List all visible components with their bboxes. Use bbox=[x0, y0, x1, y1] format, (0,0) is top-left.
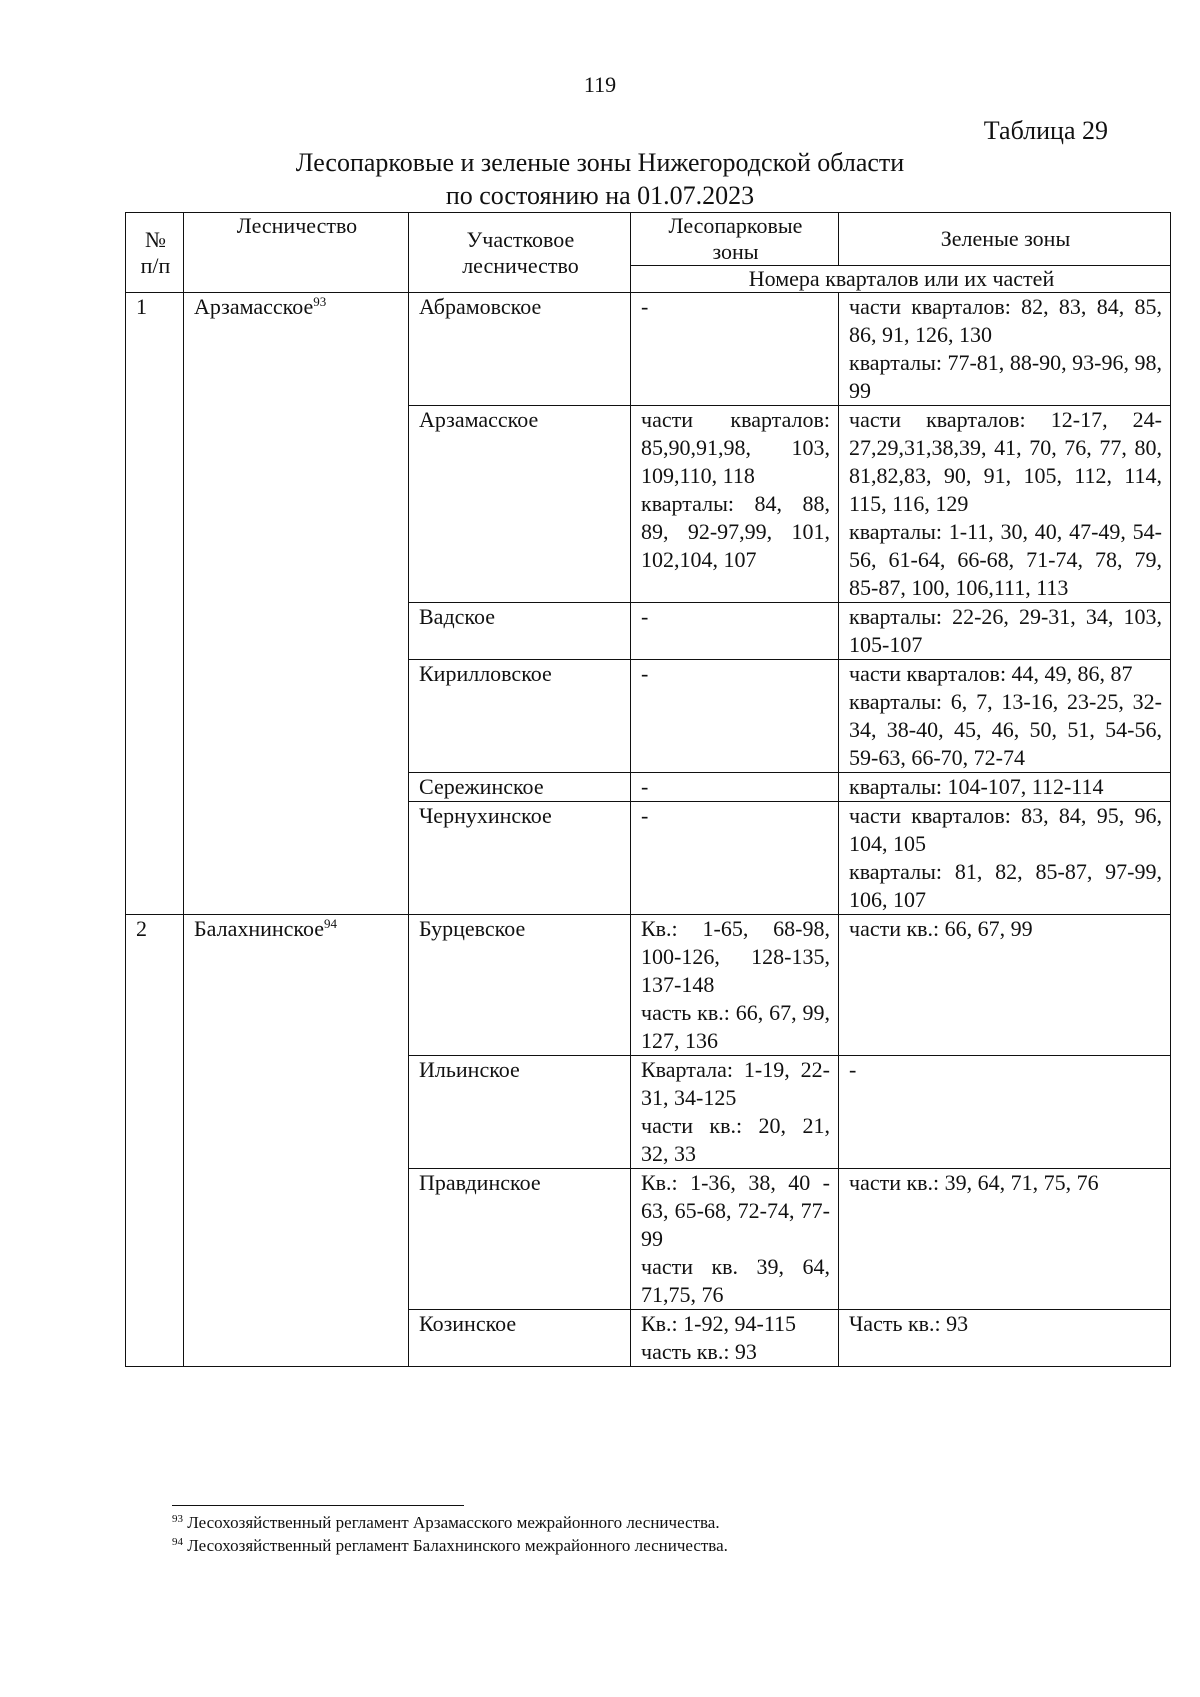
table-row bbox=[126, 915, 1171, 1056]
header-forestry: Лесничество bbox=[184, 213, 409, 293]
footnotes bbox=[172, 1505, 1152, 1557]
cell-line: кварталы: 81, 82, 85-87, 97-99, 106, 107 bbox=[849, 859, 1162, 912]
header-forest-park-line-2: зоны bbox=[712, 239, 759, 264]
cell-line: кварталы: 84, 88, 89, 92-97,99, 101, 102,104, 107 bbox=[641, 491, 830, 572]
cell-num: 1 bbox=[126, 293, 184, 915]
cell-green bbox=[839, 293, 1171, 406]
cell-green bbox=[839, 1310, 1171, 1367]
header-district-line-1: Участковое bbox=[466, 226, 575, 252]
cell-line: части кварталов: 12-17, 24-27,29,31,38,39, 41, 70, 76, 77, 80, 81,82,83, 90, 91, 105, 112, 114, 115, 116, 129 bbox=[849, 407, 1162, 516]
cell-forest-park bbox=[631, 802, 839, 915]
cell-line: Кв.: 1-65, 68-98, 100-126, 128-135, 137-148 bbox=[641, 916, 830, 997]
cell-district: Вадское bbox=[409, 603, 631, 660]
cell-line: - bbox=[641, 774, 649, 799]
cell-green bbox=[839, 773, 1171, 802]
cell-line: - bbox=[641, 604, 649, 629]
forestry-name: Балахнинское bbox=[194, 916, 325, 941]
page-number: 119 bbox=[583, 72, 617, 97]
cell-forestry bbox=[184, 293, 409, 915]
cell-line: Часть кв.: 93 bbox=[849, 1311, 969, 1336]
cell-line: кварталы: 104-107, 112-114 bbox=[849, 774, 1104, 799]
header-num-line-2: п/п bbox=[140, 252, 171, 278]
cell-line: Кв.: 1-36, 38, 40 - 63, 65-68, 72-74, 77-99 bbox=[641, 1170, 830, 1251]
header-num-line-1: № bbox=[145, 226, 166, 252]
cell-district: Правдинское bbox=[409, 1169, 631, 1310]
cell-district: Ильинское bbox=[409, 1056, 631, 1169]
header-num bbox=[126, 213, 184, 293]
title-line-2: по состоянию на 01.07.2023 bbox=[445, 181, 755, 210]
cell-forest-park bbox=[631, 915, 839, 1056]
cell-line: Кв.: 1-92, 94-115 bbox=[641, 1311, 797, 1336]
cell-forest-park bbox=[631, 1169, 839, 1310]
cell-district: Чернухинское bbox=[409, 802, 631, 915]
cell-line: часть кв.: 66, 67, 99, 127, 136 bbox=[641, 1000, 830, 1053]
table-title bbox=[0, 146, 1200, 212]
cell-forest-park bbox=[631, 406, 839, 603]
cell-green bbox=[839, 406, 1171, 603]
cell-forest-park bbox=[631, 603, 839, 660]
cell-green bbox=[839, 802, 1171, 915]
cell-green bbox=[839, 915, 1171, 1056]
cell-district: Абрамовское bbox=[409, 293, 631, 406]
header-row bbox=[126, 213, 1171, 266]
header-district-line-2: лесничество bbox=[462, 252, 579, 278]
cell-line: - bbox=[641, 294, 649, 319]
title-line-1: Лесопарковые и зеленые зоны Нижегородской области bbox=[295, 148, 905, 177]
footnote-text: Лесохозяйственный регламент Арзамасского межрайонного лесничества. bbox=[187, 1513, 720, 1532]
cell-forestry bbox=[184, 915, 409, 1367]
cell-district: Бурцевское bbox=[409, 915, 631, 1056]
table-body bbox=[126, 293, 1171, 1367]
cell-line: кварталы: 6, 7, 13-16, 23-25, 32-34, 38-40, 45, 46, 50, 51, 54-56, 59-63, 66-70, 72-74 bbox=[849, 689, 1162, 770]
cell-green bbox=[839, 1169, 1171, 1310]
cell-green bbox=[839, 1056, 1171, 1169]
cell-line: части кварталов: 85,90,91,98, 103, 109,110, 118 bbox=[641, 407, 830, 488]
table-row bbox=[126, 293, 1171, 406]
cell-forest-park bbox=[631, 1056, 839, 1169]
footnote-text: Лесохозяйственный регламент Балахнинского межрайонного лесничества. bbox=[187, 1536, 728, 1555]
footnote-94 bbox=[172, 1534, 1152, 1557]
header-forest-park bbox=[631, 213, 839, 266]
footnote-ref: 94 bbox=[324, 916, 338, 931]
cell-district: Сережинское bbox=[409, 773, 631, 802]
cell-forest-park bbox=[631, 1310, 839, 1367]
header-district bbox=[409, 213, 631, 293]
cell-district: Козинское bbox=[409, 1310, 631, 1367]
cell-line: части кв.: 20, 21, 32, 33 bbox=[641, 1113, 830, 1166]
footnote-ref: 93 bbox=[313, 294, 327, 309]
footnote-ref: 93 bbox=[172, 1513, 183, 1525]
cell-green bbox=[839, 603, 1171, 660]
forest-zones-table bbox=[125, 212, 1171, 1367]
cell-district: Арзамасское bbox=[409, 406, 631, 603]
cell-line: - bbox=[641, 661, 649, 686]
footnote-separator bbox=[172, 1505, 464, 1506]
cell-line: части кварталов: 83, 84, 95, 96, 104, 105 bbox=[849, 803, 1162, 856]
cell-line: части кв.: 39, 64, 71, 75, 76 bbox=[849, 1170, 1099, 1195]
header-quarters: Номера кварталов или их частей bbox=[631, 266, 1171, 293]
table-label: Таблица 29 bbox=[983, 116, 1108, 145]
cell-green bbox=[839, 660, 1171, 773]
cell-line: Квартала: 1-19, 22-31, 34-125 bbox=[641, 1057, 830, 1110]
cell-line: кварталы: 1-11, 30, 40, 47-49, 54-56, 61-64, 66-68, 71-74, 78, 79, 85-87, 100, 106,111, 113 bbox=[849, 519, 1162, 600]
cell-line: части кв.: 66, 67, 99 bbox=[849, 916, 1033, 941]
cell-line: часть кв.: 93 bbox=[641, 1339, 757, 1364]
cell-line: части кв. 39, 64, 71,75, 76 bbox=[641, 1254, 830, 1307]
cell-line: - bbox=[849, 1057, 857, 1082]
footnote-93 bbox=[172, 1511, 1152, 1534]
header-forest-park-line-1: Лесопарковые bbox=[668, 213, 803, 238]
forestry-name: Арзамасское bbox=[194, 294, 314, 319]
cell-forest-park bbox=[631, 773, 839, 802]
footnote-ref: 94 bbox=[172, 1536, 183, 1548]
cell-forest-park bbox=[631, 660, 839, 773]
cell-forest-park bbox=[631, 293, 839, 406]
cell-line: части кварталов: 44, 49, 86, 87 bbox=[849, 661, 1133, 686]
cell-line: кварталы: 22-26, 29-31, 34, 103, 105-107 bbox=[849, 604, 1162, 657]
header-green: Зеленые зоны bbox=[839, 213, 1171, 266]
cell-num: 2 bbox=[126, 915, 184, 1367]
cell-district: Кирилловское bbox=[409, 660, 631, 773]
cell-line: части кварталов: 82, 83, 84, 85, 86, 91, 126, 130 bbox=[849, 294, 1162, 347]
cell-line: - bbox=[641, 803, 649, 828]
cell-line: кварталы: 77-81, 88-90, 93-96, 98, 99 bbox=[849, 350, 1162, 403]
